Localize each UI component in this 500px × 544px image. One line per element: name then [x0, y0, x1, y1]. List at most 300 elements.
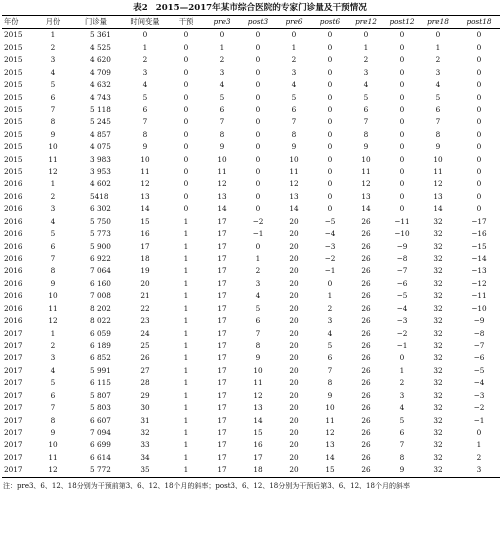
- table-cell: −17: [471, 216, 487, 226]
- table-cell: 6: [291, 104, 297, 114]
- table-cell: 20: [289, 353, 299, 363]
- table-cell: 0: [183, 80, 189, 90]
- table-row: [2, 439, 500, 451]
- table-cell: 0: [327, 117, 333, 127]
- table-cell: 5 750: [90, 216, 111, 226]
- table-cell: 2016: [4, 303, 23, 313]
- table-cell: 6 607: [90, 415, 111, 425]
- table-caption: [0, 1, 500, 15]
- table-cell: 7: [291, 117, 297, 127]
- table-cell: 16: [253, 440, 263, 450]
- table-cell: 10: [289, 154, 299, 164]
- table-title: 2015—2017年某市综合医院的专家门诊量及干预情况: [155, 3, 367, 13]
- table-cell: 1: [183, 403, 189, 413]
- table-cell: 14: [217, 204, 227, 214]
- table-cell: 17: [217, 390, 227, 400]
- table-row: [2, 377, 500, 389]
- table-cell: 3: [50, 55, 56, 65]
- table-cell: 13: [289, 191, 299, 201]
- table-cell: −12: [471, 278, 487, 288]
- table-cell: 0: [327, 154, 333, 164]
- table-cell: 17: [217, 303, 227, 313]
- table-cell: 26: [361, 378, 371, 388]
- table-cell: 14: [361, 204, 371, 214]
- table-cell: 13: [253, 403, 263, 413]
- table-cell: 3: [327, 316, 333, 326]
- table-cell: −9: [473, 316, 485, 326]
- table-cell: −10: [394, 229, 410, 239]
- table-cell: −1: [396, 340, 408, 350]
- table-cell: 0: [327, 42, 333, 52]
- table-cell: 32: [433, 340, 443, 350]
- table-row: [2, 116, 500, 128]
- table-cell: −4: [324, 229, 336, 239]
- table-cell: 2017: [4, 465, 23, 475]
- table-cell: 0: [327, 167, 333, 177]
- table-cell: 32: [433, 365, 443, 375]
- table-cell: 0: [476, 55, 482, 65]
- table-cell: 0: [183, 55, 189, 65]
- table-cell: 14: [253, 415, 263, 425]
- table-row: [2, 141, 500, 153]
- table-cell: 2: [399, 378, 405, 388]
- table-cell: 9: [399, 465, 405, 475]
- table-cell: 8: [399, 452, 405, 462]
- table-cell: 2: [142, 55, 148, 65]
- table-cell: 7: [50, 254, 56, 264]
- header-month: 月份: [45, 17, 61, 26]
- header-post3: post3: [247, 17, 269, 26]
- table-cell: 32: [433, 390, 443, 400]
- table-cell: 12: [48, 465, 58, 475]
- table-cell: 32: [433, 266, 443, 276]
- table-cell: 11: [253, 378, 263, 388]
- table-cell: 17: [217, 241, 227, 251]
- table-cell: 12: [325, 427, 335, 437]
- table-cell: 20: [289, 254, 299, 264]
- table-cell: 6 302: [90, 204, 111, 214]
- table-cell: 4: [363, 80, 369, 90]
- table-cell: 13: [325, 440, 335, 450]
- table-cell: 0: [183, 191, 189, 201]
- table-cell: 11: [433, 167, 443, 177]
- table-cell: 0: [255, 241, 261, 251]
- table-cell: 26: [361, 278, 371, 288]
- table-row: [2, 154, 500, 166]
- table-cell: 12: [48, 167, 58, 177]
- table-cell: 2: [435, 55, 441, 65]
- table-cell: 5 118: [90, 104, 111, 114]
- table-cell: 20: [289, 465, 299, 475]
- table-cell: 0: [183, 42, 189, 52]
- table-cell: 0: [255, 80, 261, 90]
- table-cell: 1: [183, 390, 189, 400]
- table-cell: 7 094: [90, 427, 111, 437]
- table-cell: 20: [289, 390, 299, 400]
- table-cell: 0: [399, 179, 405, 189]
- table-cell: 6: [50, 390, 56, 400]
- table-cell: 0: [327, 204, 333, 214]
- table-cell: 0: [255, 154, 261, 164]
- table-cell: 2015: [4, 142, 23, 152]
- table-cell: 26: [361, 427, 371, 437]
- table-cell: −10: [471, 303, 487, 313]
- table-cell: 32: [140, 427, 150, 437]
- table-cell: −5: [396, 291, 408, 301]
- table-cell: 27: [140, 365, 150, 375]
- table-cell: 2017: [4, 328, 23, 338]
- table-cell: 32: [433, 254, 443, 264]
- table-cell: 0: [476, 80, 482, 90]
- table-cell: 0: [399, 92, 405, 102]
- table-row: [2, 265, 500, 277]
- table-cell: 5: [291, 92, 297, 102]
- table-cell: 0: [255, 142, 261, 152]
- table-cell: 32: [433, 328, 443, 338]
- table-cell: 12: [140, 179, 150, 189]
- table-cell: 26: [361, 291, 371, 301]
- table-cell: 25: [140, 340, 150, 350]
- table-cell: 11: [48, 452, 58, 462]
- table-cell: 20: [289, 403, 299, 413]
- table-cell: 5: [255, 303, 261, 313]
- table-cell: 5 245: [90, 117, 111, 127]
- table-row: [2, 228, 500, 240]
- table-cell: 20: [140, 278, 150, 288]
- table-cell: 0: [399, 104, 405, 114]
- table-note: 注：pre3、6、12、18分别为干预前第3、6、12、18个月的斜率；post3、6、12、18分别为干预后第3、6、12、18个月的斜率: [3, 481, 410, 490]
- table-cell: 5: [435, 92, 441, 102]
- table-cell: 3: [476, 465, 482, 475]
- table-cell: 32: [433, 378, 443, 388]
- table-row: [2, 340, 500, 352]
- table-cell: 2: [50, 191, 56, 201]
- table-cell: −3: [324, 241, 336, 251]
- table-row: [2, 427, 500, 439]
- table-cell: 0: [476, 142, 482, 152]
- table-cell: 2017: [4, 378, 23, 388]
- table-cell: 8: [255, 340, 261, 350]
- table-cell: 6 160: [90, 278, 111, 288]
- table-cell: 8: [50, 117, 56, 127]
- table-cell: 32: [433, 241, 443, 251]
- table-cell: 6: [435, 104, 441, 114]
- table-row: [2, 278, 500, 290]
- table-cell: 1: [291, 42, 297, 52]
- table-cell: 20: [289, 415, 299, 425]
- table-cell: 16: [140, 229, 150, 239]
- table-cell: 1: [399, 365, 405, 375]
- table-cell: 5 900: [90, 241, 111, 251]
- table-cell: 2015: [4, 167, 23, 177]
- table-cell: 2017: [4, 452, 23, 462]
- table-cell: −6: [396, 278, 408, 288]
- table-cell: 26: [361, 415, 371, 425]
- table-cell: 2016: [4, 179, 23, 189]
- table-cell: 32: [433, 229, 443, 239]
- table-cell: 2015: [4, 55, 23, 65]
- table-cell: 0: [399, 129, 405, 139]
- table-cell: 13: [361, 191, 371, 201]
- table-cell: −8: [473, 328, 485, 338]
- table-cell: −5: [324, 216, 336, 226]
- table-cell: 0: [183, 129, 189, 139]
- table-cell: 0: [476, 179, 482, 189]
- table-row: [2, 352, 500, 364]
- table-cell: 3: [50, 204, 56, 214]
- table-cell: 0: [476, 167, 482, 177]
- table-cell: −9: [396, 241, 408, 251]
- table-cell: 2015: [4, 154, 23, 164]
- table-cell: 8: [219, 129, 225, 139]
- table-cell: 6 059: [90, 328, 111, 338]
- table-cell: 0: [183, 154, 189, 164]
- table-cell: 21: [140, 291, 150, 301]
- table-cell: 0: [255, 204, 261, 214]
- table-cell: −11: [394, 216, 410, 226]
- table-cell: 7 064: [90, 266, 111, 276]
- data-table: [2, 15, 500, 478]
- table-cell: 5: [50, 80, 56, 90]
- table-header-row: [2, 16, 500, 29]
- table-cell: 0: [399, 55, 405, 65]
- table-cell: 17: [253, 452, 263, 462]
- table-row: [2, 365, 500, 377]
- table-number: 表2: [133, 3, 148, 13]
- table-cell: 6: [399, 427, 405, 437]
- table-cell: 0: [183, 92, 189, 102]
- table-cell: 15: [253, 427, 263, 437]
- table-cell: 20: [289, 303, 299, 313]
- table-cell: 20: [289, 229, 299, 239]
- table-cell: 14: [433, 204, 443, 214]
- table-cell: 4: [142, 80, 148, 90]
- table-cell: 10: [433, 154, 443, 164]
- table-cell: 4: [50, 216, 56, 226]
- table-cell: 0: [476, 129, 482, 139]
- table-cell: 3 953: [90, 167, 111, 177]
- table-cell: 17: [217, 353, 227, 363]
- table-cell: 1: [183, 365, 189, 375]
- table-cell: 10: [253, 365, 263, 375]
- table-cell: 0: [327, 67, 333, 77]
- table-cell: 0: [255, 42, 261, 52]
- table-cell: 2017: [4, 415, 23, 425]
- table-cell: 17: [217, 452, 227, 462]
- table-cell: 10: [361, 154, 371, 164]
- table-cell: 0: [399, 30, 405, 40]
- table-row: [2, 191, 500, 203]
- document-page: [0, 1, 500, 544]
- table-cell: 1: [183, 427, 189, 437]
- table-cell: 1: [183, 278, 189, 288]
- table-cell: 13: [433, 191, 443, 201]
- table-cell: 5 772: [90, 465, 111, 475]
- table-cell: 32: [433, 415, 443, 425]
- table-cell: 17: [217, 340, 227, 350]
- table-cell: 0: [291, 30, 297, 40]
- table-cell: 22: [140, 303, 150, 313]
- table-cell: 0: [327, 104, 333, 114]
- table-cell: 4: [255, 291, 261, 301]
- table-cell: 2: [327, 303, 333, 313]
- table-cell: 6: [363, 104, 369, 114]
- table-cell: 0: [255, 67, 261, 77]
- table-cell: −2: [473, 403, 485, 413]
- table-cell: 20: [289, 241, 299, 251]
- header-time: 时间变量: [130, 17, 160, 26]
- table-cell: 1: [363, 42, 369, 52]
- table-cell: 2016: [4, 254, 23, 264]
- table-cell: 10: [48, 142, 58, 152]
- table-cell: 17: [217, 415, 227, 425]
- table-cell: 17: [217, 278, 227, 288]
- table-cell: 20: [289, 427, 299, 437]
- table-cell: 0: [399, 142, 405, 152]
- table-cell: 0: [142, 30, 148, 40]
- table-cell: 11: [289, 167, 299, 177]
- table-cell: 4: [327, 328, 333, 338]
- table-cell: 11: [48, 154, 58, 164]
- table-cell: 0: [476, 67, 482, 77]
- table-cell: 26: [361, 266, 371, 276]
- table-cell: 3: [142, 67, 148, 77]
- table-cell: 17: [217, 266, 227, 276]
- table-cell: 9: [435, 142, 441, 152]
- table-cell: −11: [471, 291, 487, 301]
- table-cell: 26: [361, 316, 371, 326]
- table-cell: 5 773: [90, 229, 111, 239]
- table-cell: 0: [476, 92, 482, 102]
- table-cell: 2017: [4, 427, 23, 437]
- table-cell: 17: [217, 291, 227, 301]
- table-cell: −4: [473, 378, 485, 388]
- table-cell: 7: [50, 403, 56, 413]
- table-cell: 2: [219, 55, 225, 65]
- table-cell: 2: [255, 266, 261, 276]
- table-cell: 7: [50, 104, 56, 114]
- table-cell: 18: [140, 254, 150, 264]
- table-cell: 0: [327, 142, 333, 152]
- header-post6: post6: [319, 17, 341, 26]
- table-cell: 0: [476, 427, 482, 437]
- table-cell: 32: [433, 291, 443, 301]
- table-cell: 1: [50, 179, 56, 189]
- table-cell: 9: [50, 427, 56, 437]
- table-cell: 0: [183, 179, 189, 189]
- table-cell: 1: [327, 291, 333, 301]
- table-row: [2, 464, 500, 477]
- table-row: [2, 390, 500, 402]
- table-cell: 10: [48, 440, 58, 450]
- table-cell: 2015: [4, 42, 23, 52]
- table-cell: 0: [327, 30, 333, 40]
- table-cell: 1: [183, 328, 189, 338]
- table-cell: 0: [255, 179, 261, 189]
- table-cell: 20: [289, 216, 299, 226]
- table-row: [2, 178, 500, 190]
- table-cell: −8: [396, 254, 408, 264]
- table-cell: 0: [399, 154, 405, 164]
- table-cell: 3 983: [90, 154, 111, 164]
- table-cell: 5: [50, 378, 56, 388]
- table-cell: 1: [183, 340, 189, 350]
- table-cell: 5: [50, 229, 56, 239]
- table-cell: 0: [183, 117, 189, 127]
- table-cell: 2015: [4, 129, 23, 139]
- table-cell: 0: [183, 67, 189, 77]
- table-cell: 5 803: [90, 403, 111, 413]
- table-cell: 1: [183, 241, 189, 251]
- table-cell: 0: [363, 30, 369, 40]
- table-cell: 35: [140, 465, 150, 475]
- table-cell: 0: [327, 55, 333, 65]
- table-cell: 2016: [4, 266, 23, 276]
- table-cell: 11: [325, 415, 335, 425]
- table-cell: 26: [361, 216, 371, 226]
- table-cell: 6: [327, 353, 333, 363]
- table-cell: 5 807: [90, 390, 111, 400]
- table-cell: 2015: [4, 104, 23, 114]
- table-cell: 0: [183, 204, 189, 214]
- table-cell: 0: [327, 278, 333, 288]
- table-cell: 6 614: [90, 452, 111, 462]
- table-row: [2, 290, 500, 302]
- header-post18: post18: [466, 17, 492, 26]
- table-cell: 20: [289, 291, 299, 301]
- table-cell: 26: [361, 390, 371, 400]
- table-cell: 15: [325, 465, 335, 475]
- table-cell: 2017: [4, 390, 23, 400]
- table-cell: 0: [476, 104, 482, 114]
- table-cell: 0: [255, 30, 261, 40]
- table-cell: 0: [255, 55, 261, 65]
- table-cell: −7: [473, 340, 485, 350]
- table-cell: 20: [289, 278, 299, 288]
- table-cell: 6: [219, 104, 225, 114]
- table-cell: 2016: [4, 229, 23, 239]
- table-cell: 17: [217, 254, 227, 264]
- table-cell: 3: [219, 67, 225, 77]
- table-cell: 17: [217, 465, 227, 475]
- table-cell: 6: [142, 104, 148, 114]
- table-cell: 1: [183, 303, 189, 313]
- table-cell: 2015: [4, 30, 23, 40]
- table-cell: 20: [289, 440, 299, 450]
- table-cell: 2017: [4, 440, 23, 450]
- table-cell: 23: [140, 316, 150, 326]
- table-cell: −16: [471, 229, 487, 239]
- table-row: [2, 402, 500, 414]
- header-visits: 门诊量: [85, 17, 107, 26]
- table-cell: 2016: [4, 216, 23, 226]
- table-cell: 29: [140, 390, 150, 400]
- table-cell: 8: [50, 266, 56, 276]
- table-cell: 4 620: [90, 55, 111, 65]
- table-cell: 2016: [4, 316, 23, 326]
- table-cell: 26: [361, 440, 371, 450]
- table-cell: −3: [473, 390, 485, 400]
- table-cell: 4: [50, 67, 56, 77]
- table-cell: 26: [361, 465, 371, 475]
- table-row: [2, 166, 500, 178]
- header-pre12: pre12: [355, 17, 377, 26]
- table-cell: 2015: [4, 117, 23, 127]
- table-cell: 1: [183, 452, 189, 462]
- table-row: [2, 303, 500, 315]
- table-cell: 0: [183, 142, 189, 152]
- table-cell: 26: [361, 303, 371, 313]
